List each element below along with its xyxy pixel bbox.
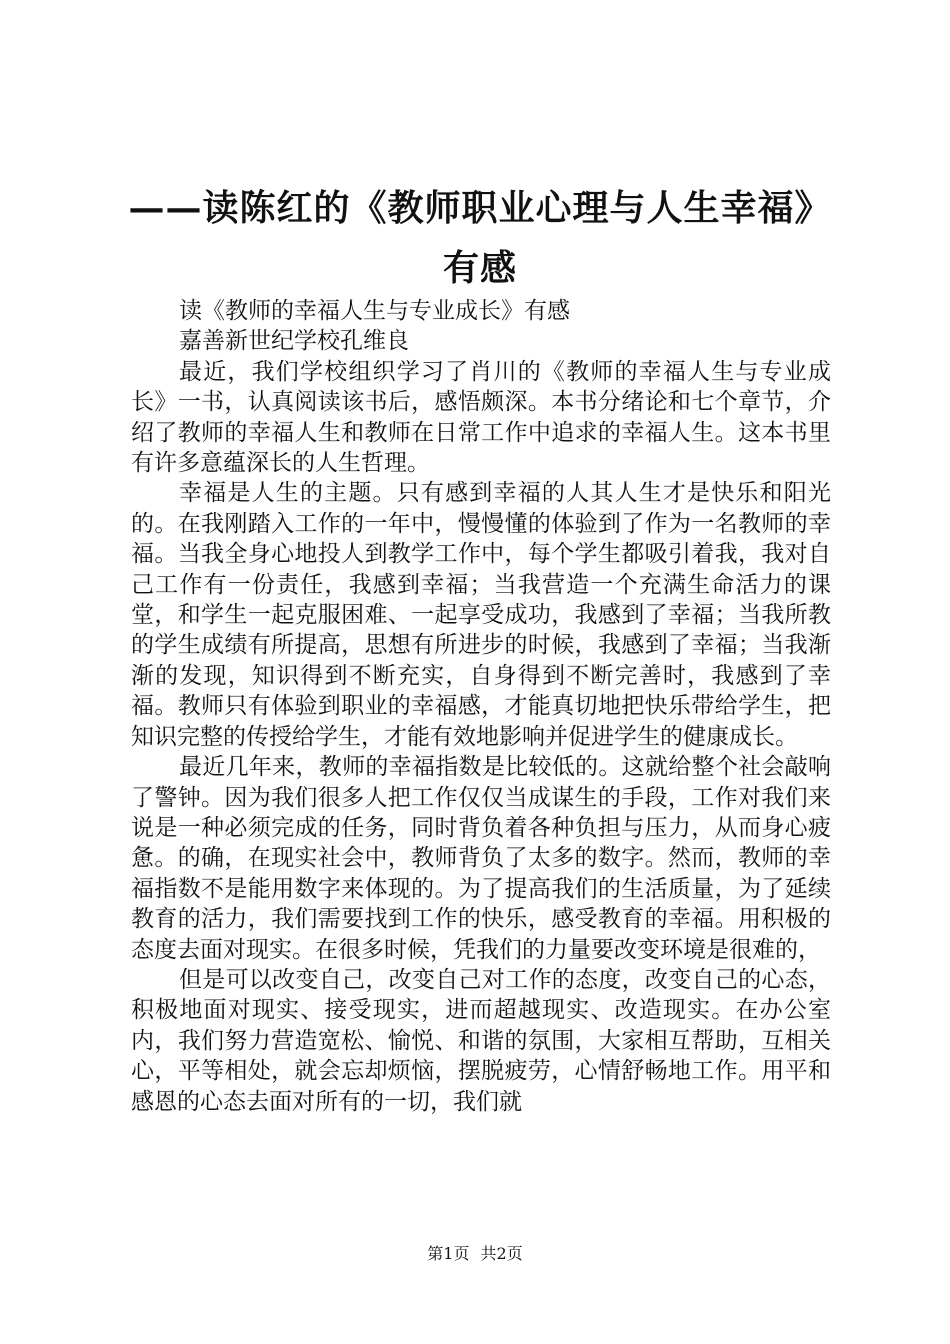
page-total: 共2页 — [480, 1244, 523, 1263]
page-number: 第1页 — [427, 1244, 470, 1263]
body-paragraph: 幸福是人生的主题。只有感到幸福的人其人生才是快乐和阳光的。在我刚踏入工作的一年中，慢慢懂的体验到了作为一名教师的幸福。当我全身心地投人到教学工作中，每个学生都吸引着我，我对自己工作有一份责任，我感到幸福；当我营造一个充满生命活力的课堂，和学生一起克服困难、一起享受成功，我感到了幸福；当我所教的学生成绩有所提高，思想有所进步的时候，我感到了幸福；当我渐渐的发现，知识得到不断充实，自身得到不断完善时，我感到了幸福。教师只有体验到职业的幸福感，才能真切地把快乐带给学生，把知识完整的传授给学生，才能有效地影响并促进学生的健康成长。 — [131, 480, 831, 750]
author-line: 嘉善新世纪学校孔维良 — [179, 328, 409, 355]
body-paragraph: 最近几年来，教师的幸福指数是比较低的。这就给整个社会敲响了警钟。因为我们很多人把工作仅仅当成谋生的手段，工作对我们来说是一种必须完成的任务，同时背负着各种负担与压力，从而身心疲惫。的确，在现实社会中，教师背负了太多的数字。然而，教师的幸福指数不是能用数字来体现的。为了提高我们的生活质量，为了延续教育的活力，我们需要找到工作的快乐，感受教育的幸福。用积极的态度去面对现实。在很多时候，凭我们的力量要改变环境是很难的， — [131, 754, 831, 963]
document-title: ——读陈红的《教师职业心理与人生幸福》有感 — [128, 187, 832, 289]
page-footer — [0, 1243, 950, 1265]
subtitle-line: 读《教师的幸福人生与专业成长》有感 — [179, 298, 570, 324]
document-body — [131, 296, 831, 1117]
body-paragraph: 但是可以改变自己，改变自己对工作的态度，改变自己的心态，积极地面对现实、接受现实，进而超越现实、改造现实。在办公室内，我们努力营造宽松、愉悦、和谐的氛围，大家相互帮助，互相关心，平等相处，就会忘却烦恼，摆脱疲劳，心情舒畅地工作。用平和感恩的心态去面对所有的一切，我们就 — [131, 966, 831, 1115]
body-paragraph: 最近，我们学校组织学习了肖川的《教师的幸福人生与专业成长》一书，认真阅读该书后，感悟颇深。本书分绪论和七个章节，介绍了教师的幸福人生和教师在日常工作中追求的幸福人生。这本书里有许多意蕴深长的人生哲理。 — [131, 358, 831, 477]
